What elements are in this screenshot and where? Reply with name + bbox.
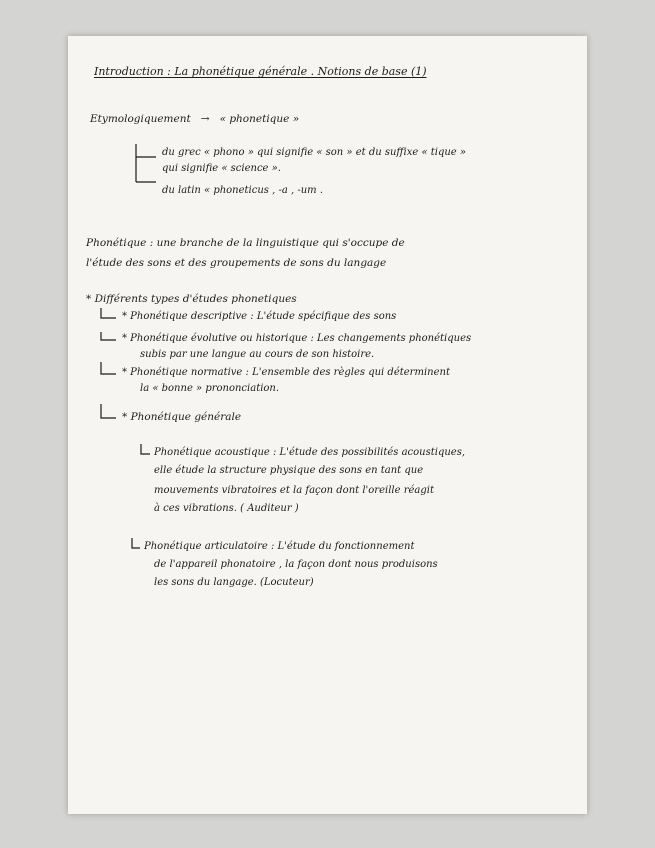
descriptive-branch (101, 308, 116, 318)
types-heading: * Différents types d'études phonetiques (86, 293, 297, 305)
greek-line-2: qui signifie « science ». (162, 163, 281, 174)
acoustique-line-4: à ces vibrations. ( Auditeur ) (154, 503, 299, 514)
etymology-branch (136, 144, 156, 182)
normative-branch (101, 362, 116, 374)
type-evolutive-line-2: subis par une langue au cours de son histoire. (140, 349, 375, 360)
articulatoire-line-1: Phonétique articulatoire : L'étude du fonctionnement (144, 541, 415, 552)
type-descriptive: * Phonétique descriptive : L'étude spécifique des sons (122, 311, 397, 322)
type-generale: * Phonétique générale (122, 411, 242, 423)
arrow-icon: → (200, 113, 210, 125)
articulatoire-line-2: de l'appareil phonatoire , la façon dont nous produisons (154, 559, 438, 570)
greek-line-1: du grec « phono » qui signifie « son » et du suffixe « tique » (162, 147, 467, 158)
type-normative-line-1: * Phonétique normative : L'ensemble des règles qui déterminent (122, 367, 450, 378)
notebook-page (68, 36, 587, 814)
acoustique-line-1: Phonétique acoustique : L'étude des possibilités acoustiques, (154, 447, 466, 458)
evolutive-branch (101, 332, 116, 340)
etymology-label: Etymologiquement (90, 113, 191, 125)
acoustique-line-2: elle étude la structure physique des sons en tant que (154, 465, 424, 476)
page-title: Introduction : La phonétique générale . Notions de base (1) (94, 65, 427, 78)
acoustique-branch (141, 444, 150, 454)
generale-branch (101, 404, 116, 418)
articulatoire-branch (132, 538, 140, 548)
etymology-term: « phonetique » (219, 113, 300, 125)
latin-line: du latin « phoneticus , -a , -um . (162, 185, 323, 196)
etymology-line (90, 114, 299, 125)
type-normative-line-2: la « bonne » prononciation. (140, 383, 280, 394)
articulatoire-line-3: les sons du langage. (Locuteur) (154, 577, 314, 588)
definition-line-1: Phonétique : une branche de la linguistique qui s'occupe de (86, 237, 405, 249)
acoustique-line-3: mouvements vibratoires et la façon dont l'oreille réagit (154, 485, 434, 496)
type-evolutive-line-1: * Phonétique évolutive ou historique : Les changements phonétiques (122, 333, 472, 344)
definition-line-2: l'étude des sons et des groupements de sons du langage (86, 257, 387, 269)
